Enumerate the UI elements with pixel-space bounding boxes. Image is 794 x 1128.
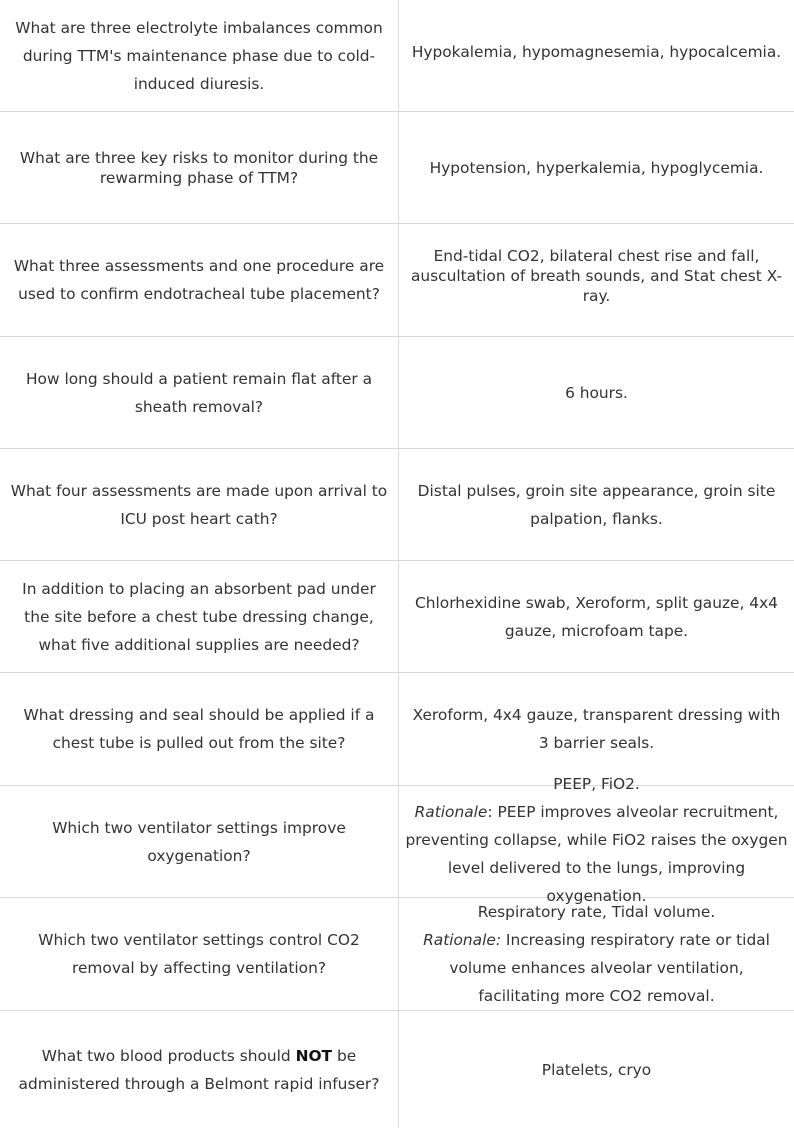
card-row-6 — [0, 561, 794, 673]
answer-text: Platelets, cryo — [541, 1060, 652, 1079]
card-row-10 — [0, 1011, 794, 1128]
question-cell — [0, 561, 399, 672]
question-cell — [0, 449, 399, 560]
answer-cell — [399, 449, 794, 560]
question-emphasis: NOT — [295, 1046, 333, 1065]
question-cell — [0, 673, 399, 785]
question-cell — [0, 337, 399, 448]
answer-cell — [399, 673, 794, 785]
question-text: What three assessments and one procedure are used to confirm endotracheal tube placement? — [13, 257, 385, 303]
answer-cell — [399, 224, 794, 336]
answer-cell — [399, 337, 794, 448]
card-row-2 — [0, 112, 794, 224]
question-cell — [0, 112, 399, 223]
answer-text: Hypokalemia, hypomagnesemia, hypocalcemia. — [411, 42, 782, 61]
question-text: What dressing and seal should be applied if a chest tube is pulled out from the site? — [23, 706, 375, 752]
answer-text: 6 hours. — [565, 383, 628, 402]
card-row-5 — [0, 449, 794, 561]
question-text: How long should a patient remain flat after a sheath removal? — [25, 369, 373, 416]
question-text-part: be administered through a Belmont rapid infuser? — [18, 1046, 380, 1093]
question-text-part: What two blood products should — [41, 1046, 296, 1065]
answer-text: End-tidal CO2, bilateral chest rise and fall, auscultation of breath sounds, and Stat chest X-ray. — [410, 247, 783, 305]
rationale-label: Rationale: — [423, 931, 502, 949]
rationale-paragraph — [399, 798, 794, 910]
card-row-3 — [0, 224, 794, 337]
question-text: What are three electrolyte imbalances common during TTM's maintenance phase due to cold-induced diuresis. — [15, 18, 383, 93]
question-cell — [0, 786, 399, 897]
answer-text: Chlorhexidine swab, Xeroform, split gauze, 4x4 gauze, microfoam tape. — [415, 593, 778, 640]
answer-cell — [399, 898, 794, 1010]
rationale-text: Increasing respiratory rate or tidal volume enhances alveolar ventilation, facilitating more CO2 removal. — [449, 931, 770, 1005]
rationale-paragraph — [407, 926, 786, 1010]
question-cell — [0, 898, 399, 1010]
answer-scroll-content — [399, 770, 794, 910]
rationale-text: : PEEP improves alveolar recruitment, preventing collapse, while FiO2 raises the oxygen level delivered to the lungs, improving oxygenation. — [405, 803, 788, 905]
answer-text: Hypotension, hyperkalemia, hypoglycemia. — [429, 158, 764, 177]
card-row-4 — [0, 337, 794, 449]
answer-cell — [399, 112, 794, 223]
answer-cell — [399, 775, 794, 905]
question-text: What are three key risks to monitor during the rewarming phase of TTM? — [19, 148, 379, 187]
card-row-1 — [0, 0, 794, 112]
answer-cell — [399, 0, 794, 111]
question-text: Which two ventilator settings improve oxygenation? — [52, 818, 346, 865]
question-text: In addition to placing an absorbent pad under the site before a chest tube dressing change, what five additional supplies are needed? — [22, 579, 376, 654]
answer-block — [407, 898, 786, 1010]
question-text: What four assessments are made upon arrival to ICU post heart cath? — [10, 481, 388, 528]
answer-cell — [399, 561, 794, 672]
rationale-label: Rationale — [414, 803, 488, 821]
card-row-8 — [0, 775, 794, 905]
question-cell — [0, 224, 399, 336]
answer-cell — [399, 1011, 794, 1128]
question-cell — [0, 1011, 399, 1128]
card-row-9 — [0, 898, 794, 1011]
answer-text: Distal pulses, groin site appearance, groin site palpation, flanks. — [417, 481, 776, 528]
answer-lead-text: Respiratory rate, Tidal volume. — [477, 903, 716, 921]
question-text: Which two ventilator settings control CO2 removal by affecting ventilation? — [38, 931, 360, 977]
answer-lead-text: PEEP, FiO2. — [553, 775, 640, 793]
question-text — [8, 1042, 390, 1098]
answer-text: Xeroform, 4x4 gauze, transparent dressing with 3 barrier seals. — [412, 706, 781, 752]
question-cell — [0, 0, 399, 111]
